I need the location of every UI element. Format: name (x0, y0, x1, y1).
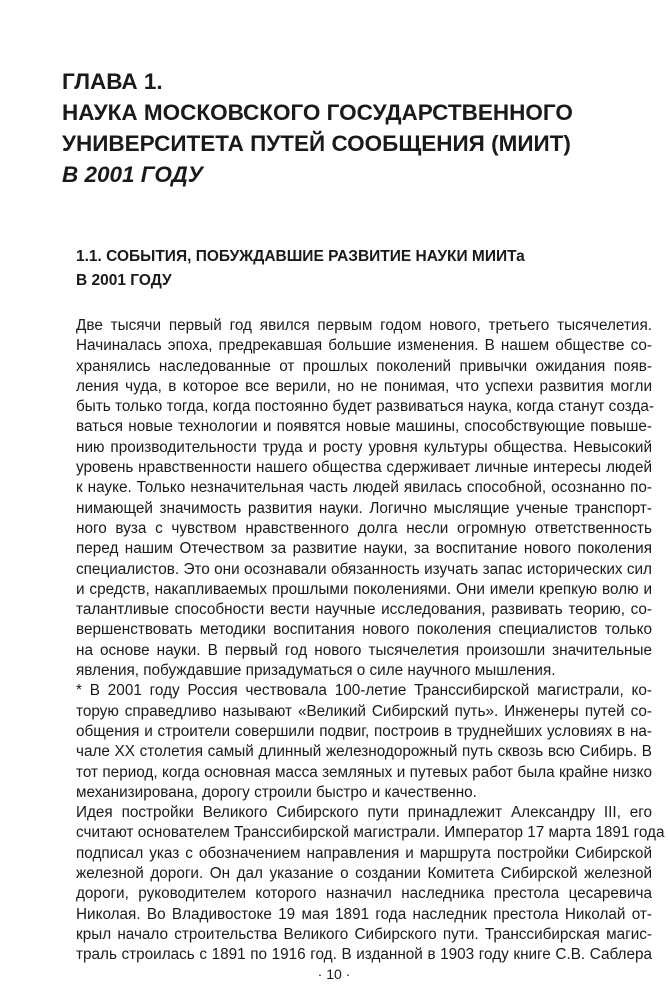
paragraph-line: быть только тогда, когда постоянно будет развиваться наука, когда станут созда- (76, 398, 655, 416)
paragraph-line: ного вуза с чувством нравственного долга несли огромную ответственность (76, 519, 652, 537)
page-number: · 10 · (317, 966, 351, 982)
paragraph-line: Николая. Во Владивостоке 19 мая 1891 года наследник престола Николай от- (76, 905, 652, 923)
paragraph-line: Начиналась эпоха, предрекавшая большие изменения. В нашем обществе со- (76, 337, 652, 355)
section-title-line-2: В 2001 ГОДУ (76, 272, 172, 289)
chapter-label: ГЛАВА 1. (62, 69, 163, 94)
paragraph-line: перед нашим Отечеством за развитие науки, за воспитание нового поколения (76, 540, 652, 558)
paragraph-line: на основе науки. В первый год нового тысячелетия произошли значительные (76, 641, 652, 659)
paragraph-line: ваться новые технологии и появятся новые машины, способствующие повыше- (76, 418, 652, 436)
paragraph-line: тот период, когда основная масса земляных и путевых работ была крайне низко (76, 763, 652, 781)
paragraph (76, 681, 652, 803)
paragraph-line: Идея постройки Великого Сибирского пути принадлежит Александру III, его (76, 804, 652, 822)
paragraph-line: чале XX столетия самый длинный железнодорожный путь сквозь всю Сибирь. В (76, 743, 652, 761)
paragraph-line: вершенствовать методики воспитания нового поколения специалистов только (76, 621, 652, 639)
paragraph-line: нимающей значимость развития науки. Логично мыслящие ученые транспорт- (76, 499, 652, 517)
paragraph-line: уровень нравственности нашего общества сдерживает личные интересы людей (76, 459, 652, 477)
chapter-title-line-2: УНИВЕРСИТЕТА ПУТЕЙ СООБЩЕНИЯ (МИИТ) (62, 131, 571, 156)
paragraph-line: траль строилась с 1891 по 1916 год. В изданной в 1903 году книге С.В. Саблера (76, 946, 652, 964)
body-text (76, 316, 665, 966)
paragraph-line: считают основателем Транссибирской магистрали. Император 17 марта 1891 года (76, 824, 665, 842)
paragraph-line: хранялись наследованные от прошлых поколений привычки ожидания появ- (76, 357, 652, 375)
paragraph-line: специалистов. Это они осознавали обязанность изучать запас исторических сил (76, 560, 652, 578)
chapter-heading (62, 66, 632, 190)
paragraph-line: нию производительности труда и росту уровня культуры общества. Невысокий (76, 438, 652, 456)
paragraph-line: ления чуда, в которое все верили, но не понимая, что успехи развития могли (76, 377, 652, 395)
paragraph-line: Две тысячи первый год явился первым годом нового, третьего тысячелетия. (76, 317, 652, 334)
paragraph (76, 316, 655, 681)
paragraph-line: механизирована, дорогу строили быстро и качественно. (76, 783, 477, 801)
paragraph-line: талантливые способности вести научные исследования, развивать теорию, со- (76, 601, 652, 619)
paragraph-line: * В 2001 году Россия чествовала 100-летие Транссибирской магистрали, ко- (76, 682, 652, 700)
chapter-title-line-1: НАУКА МОСКОВСКОГО ГОСУДАРСТВЕННОГО (62, 100, 573, 125)
paragraph-line: общения и строители совершили подвиг, построив в труднейших условиях в на- (76, 722, 652, 740)
paragraph-line: крыл начало строительства Великого Сибирского пути. Транссибирская магис- (76, 925, 652, 943)
paragraph-line: подписал указ с обозначением направления и маршрута постройки Сибирской (76, 844, 652, 862)
paragraph (76, 803, 665, 965)
chapter-title-line-3: В 2001 ГОДУ (62, 162, 204, 187)
section-heading (76, 245, 636, 293)
paragraph-line: явления, побуждавшие призадуматься о силе научного мышления. (76, 662, 556, 680)
paragraph-line: к науке. Только незначительная часть людей явилась способной, осознанно по- (76, 479, 652, 497)
paragraph-line: и средств, накапливаемых прошлыми поколениями. Они имели крепкую волю и (76, 580, 652, 598)
paragraph-line: торую справедливо называют «Великий Сибирский путь». Инженеры путей со- (76, 702, 652, 720)
section-title-line-1: 1.1. СОБЫТИЯ, ПОБУЖДАВШИЕ РАЗВИТИЕ НАУКИ МИИТа (76, 248, 525, 265)
paragraph-line: железной дороги. Он дал указание о создании Комитета Сибирской железной (76, 865, 652, 883)
paragraph-line: дороги, руководителем которого назначил наследника престола цесаревича (76, 885, 652, 903)
